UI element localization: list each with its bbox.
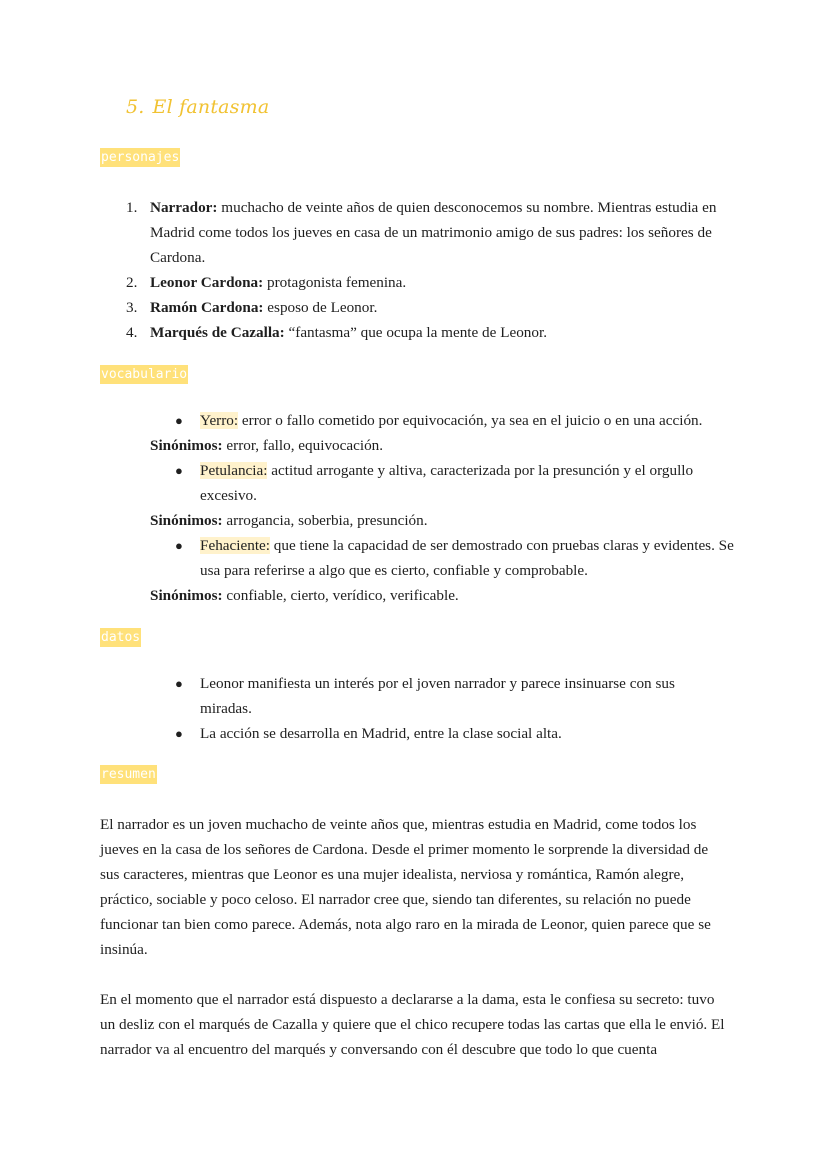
character-name: Marqués de Cazalla: [150, 324, 285, 341]
vocab-entry [175, 458, 735, 508]
list-item: ● La acción se desarrolla en Madrid, entre la clase social alta. [175, 721, 720, 746]
character-desc: muchacho de veinte años de quien desconocemos su nombre. Mientras estudia en Madrid come todos los jueves en casa de un matrimonio amigo de sus padres: los señores de Cardona. [150, 199, 717, 266]
character-desc: protagonista femenina. [263, 274, 407, 291]
bullet-icon: ● [175, 538, 183, 553]
chapter-number: 5. [126, 96, 145, 118]
vocab-word: Fehaciente: [200, 537, 270, 554]
list-item: 1. Narrador: muchacho de veinte años de quien desconocemos su nombre. Mientras estudia en Madrid come todos los jueves en casa de un matrimonio amigo de sus padres: los señores de Cardona. [126, 199, 717, 266]
synonyms-line: Sinónimos: confiable, cierto, verídico, verificable. [150, 587, 459, 604]
chapter-title [126, 96, 269, 118]
chapter-name: El fantasma [152, 96, 270, 118]
vocab-entry [175, 408, 735, 433]
character-name: Ramón Cardona: [150, 299, 264, 316]
character-desc: “fantasma” que ocupa la mente de Leonor. [284, 324, 548, 341]
bullet-icon: ● [175, 676, 183, 691]
summary-paragraph: El narrador es un joven muchacho de veinte años que, mientras estudia en Madrid, come todos los jueves en la casa de los señores de Cardona. Desde el primer momento le sorprende la diversidad de sus caracteres, mientras que Leonor es una mujer idealista, nerviosa y romántica, Ramón alegre, práctico, sociable y poco celoso. El narrador cree que, siendo tan diferentes, su relación no puede funcionar tan bien como parece. Además, nota algo raro en la mirada de Leonor, quien parece que se insinúa. [100, 816, 711, 958]
summary-paragraph: En el momento que el narrador está dispuesto a declararse a la dama, esta le confiesa su secreto: tuvo un desliz con el marqués de Cazalla y quiere que el chico recupere todas las cartas que ella le envió. El narrador va al encuentro del marqués y conversando con él descubre que todo lo que cuenta [100, 991, 725, 1058]
list-item: 4. Marqués de Cazalla: “fantasma” que ocupa la mente de Leonor. [126, 324, 548, 341]
vocab-entry [175, 533, 735, 583]
vocab-definition: error o fallo cometido por equivocación, ya sea en el juicio o en una acción. [238, 412, 703, 429]
bullet-icon: ● [175, 413, 183, 428]
character-name: Narrador: [150, 199, 218, 216]
bullet-icon: ● [175, 463, 183, 478]
list-item: 2. Leonor Cardona: protagonista femenina. [126, 274, 407, 291]
section-tag-datos: datos [101, 630, 141, 645]
vocab-word: Petulancia: [200, 462, 268, 479]
character-name: Leonor Cardona: [150, 274, 264, 291]
bullet-icon: ● [175, 726, 183, 741]
vocab-definition: actitud arrogante y altiva, caracterizada por la presunción y el orgullo excesivo. [200, 462, 694, 504]
synonyms-line: Sinónimos: arrogancia, soberbia, presunción. [150, 512, 428, 529]
characters-list [126, 195, 736, 345]
section-tag-personajes: personajes [101, 150, 180, 165]
vocab-definition: que tiene la capacidad de ser demostrado con pruebas claras y evidentes. Se usa para referirse a algo que es cierto, confiable y comprobable. [200, 537, 734, 579]
vocab-word: Yerro: [200, 412, 239, 429]
character-desc: esposo de Leonor. [263, 299, 378, 316]
list-item: ● Leonor manifiesta un interés por el joven narrador y parece insinuarse con sus miradas. [175, 671, 720, 721]
synonyms-line: Sinónimos: error, fallo, equivocación. [150, 437, 384, 454]
section-tag-vocabulario: vocabulario [101, 367, 188, 382]
list-item: 3. Ramón Cardona: esposo de Leonor. [126, 299, 378, 316]
section-tag-resumen: resumen [101, 767, 156, 782]
